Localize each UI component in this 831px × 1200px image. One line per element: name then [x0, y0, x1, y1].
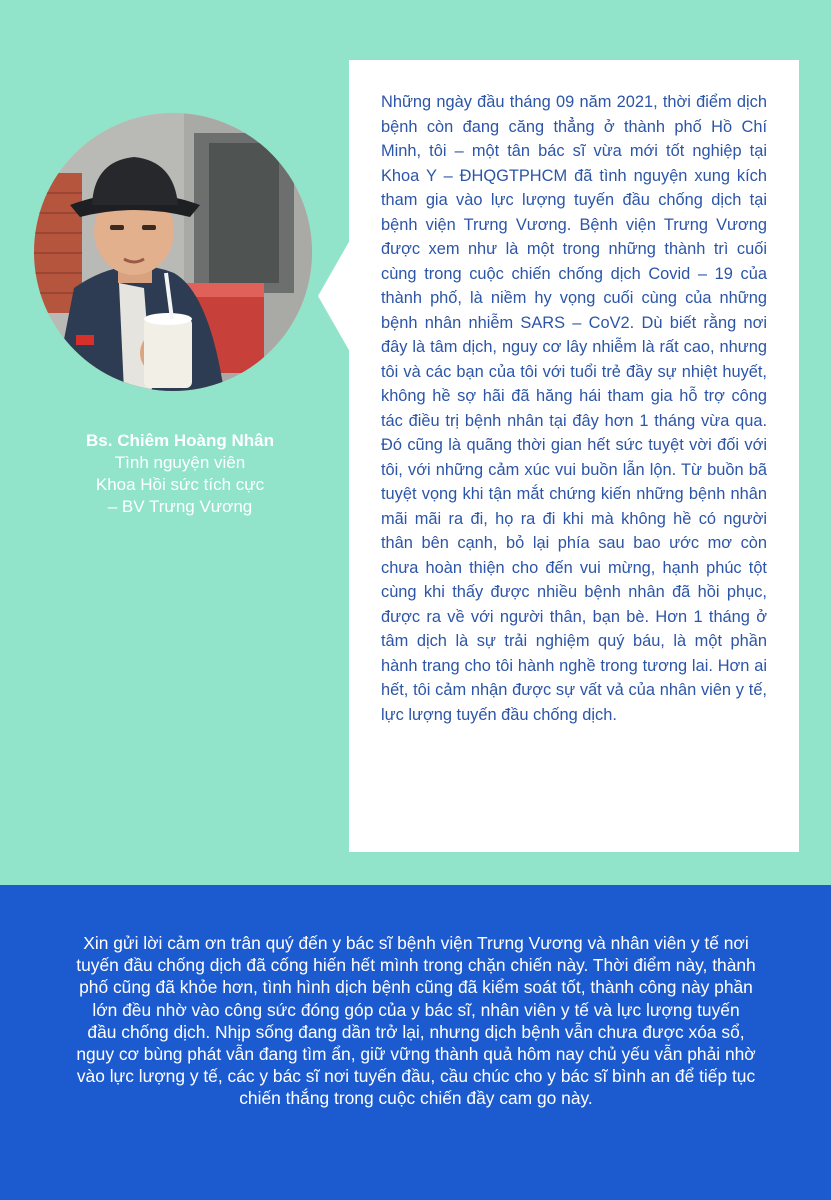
profile-caption — [20, 430, 340, 518]
thank-you-message: Xin gửi lời cảm ơn trân quý đến y bác sĩ bệnh viện Trưng Vương và nhân viên y tế nơi tuyến đầu chống dịch đã cống hiến hết mình trong chặn chiến này. Thời điểm này, thành phố cũng đã khỏe hơn, tình hình dịch bệnh cũng đã kiểm soát tốt, thành công này phần lớn đều nhờ vào công sức đóng góp của y bác sĩ, nhân viên y tế và lực lượng tuyến đầu chống dịch. Nhịp sống đang dần trở lại, nhưng dịch bệnh vẫn chưa được xóa sổ, nguy cơ bùng phát vẫn đang tìm ẩn, giữ vững thành quả hôm nay chủ yếu vẫn phải nhờ vào lực lượng y tế, các y bác sĩ nơi tuyến đầu, cầu chúc cho y bác sĩ bình an để tiếp tục chiến thắng trong cuộc chiến đầy cam go này. — [76, 933, 756, 1109]
speech-bubble — [349, 60, 799, 852]
portrait-photo — [34, 113, 312, 391]
story-text: Những ngày đầu tháng 09 năm 2021, thời điểm dịch bệnh còn đang căng thẳng ở thành phố Hồ Chí Minh, tôi – một tân bác sĩ vừa mới tốt nghiệp tại Khoa Y – ĐHQGTPHCM đã tình nguyện xung kích tham gia vào lực lượng tuyến đầu chống dịch tại bệnh viện Trưng Vương. Bệnh viện Trưng Vương được xem như là một trong những thành trì cuối cùng trong cuộc chiến chống dịch Covid – 19 của thành phố, là niềm hy vọng cuối cùng của những bệnh nhân nhiễm SARS – CoV2. Dù biết rằng nơi đây là tâm dịch, nguy cơ lây nhiễm là rất cao, nhưng tôi và các bạn của tôi với tuổi trẻ đầy sự nhiệt huyết, không hề sợ hãi đã hăng hái tham gia hỗ trợ công tác điều trị bệnh nhân tại đây hơn 1 tháng vừa qua. Đó cũng là quãng thời gian hết sức tuyệt vời đối với tôi, với những cảm xúc vui buồn lẫn lộn. Từ buồn bã tuyệt vọng khi tận mắt chứng kiến những bệnh nhân mãi mãi ra đi, họ ra đi khi mà không hề có người thân bên cạnh, bỏ lại phía sau bao ước mơ còn chưa hoàn thiện cho đến vui mừng, hạnh phúc tột cùng khi thấy được nhiều bệnh nhân đã hồi phục, được ra về với người thân, bạn bè. Hơn 1 tháng ở tâm dịch là sự trải nghiệm quý báu, là một phần hành trang cho tôi hành nghề trong tương lai. Hơn ai hết, tôi cảm nhận được sự vất vả của nhân viên y tế, lực lượng tuyến đầu chống dịch. — [381, 93, 767, 724]
doctor-name: Bs. Chiêm Hoàng Nhân — [86, 431, 274, 450]
hospital-line: – BV Trưng Vương — [107, 497, 253, 516]
message-band — [0, 885, 831, 1200]
department-line: Khoa Hồi sức tích cực — [95, 475, 265, 494]
speech-bubble-tail — [318, 240, 350, 352]
role-line: Tình nguyện viên — [114, 453, 246, 472]
